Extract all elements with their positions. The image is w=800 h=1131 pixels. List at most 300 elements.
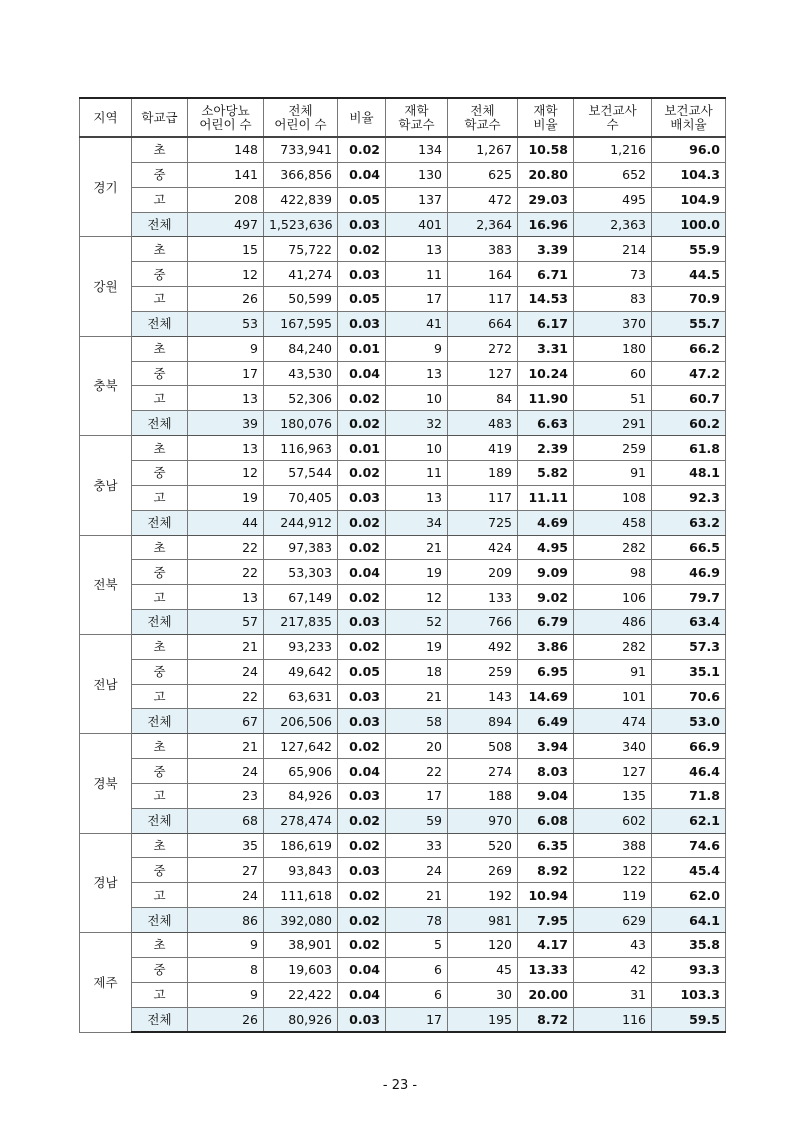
value-cell: 100.0 (652, 212, 726, 237)
value-cell: 278,474 (264, 808, 338, 833)
table-row (80, 783, 726, 808)
value-cell: 0.02 (338, 808, 386, 833)
value-cell: 3.94 (518, 734, 574, 759)
region-cell: 경기 (80, 137, 132, 237)
value-cell: 3.31 (518, 336, 574, 361)
statistics-table (79, 97, 726, 1033)
value-cell: 58 (386, 709, 448, 734)
value-cell: 51 (574, 386, 652, 411)
value-cell: 106 (574, 585, 652, 610)
value-cell: 148 (188, 137, 264, 162)
value-cell: 259 (448, 659, 518, 684)
value-cell: 12 (188, 460, 264, 485)
value-cell: 14.69 (518, 684, 574, 709)
table-row (80, 634, 726, 659)
value-cell: 21 (386, 883, 448, 908)
value-cell: 189 (448, 460, 518, 485)
table-row (80, 957, 726, 982)
value-cell: 0.03 (338, 212, 386, 237)
region-cell: 충남 (80, 436, 132, 535)
value-cell: 733,941 (264, 137, 338, 162)
value-cell: 67,149 (264, 585, 338, 610)
value-cell: 629 (574, 908, 652, 933)
school-level-cell: 초 (132, 833, 188, 858)
value-cell: 0.03 (338, 709, 386, 734)
value-cell: 0.02 (338, 908, 386, 933)
value-cell: 21 (386, 684, 448, 709)
value-cell: 2.39 (518, 436, 574, 461)
value-cell: 19,603 (264, 957, 338, 982)
value-cell: 424 (448, 535, 518, 560)
value-cell: 244,912 (264, 510, 338, 535)
value-cell: 0.03 (338, 783, 386, 808)
value-cell: 63,631 (264, 684, 338, 709)
value-cell: 41 (386, 311, 448, 336)
column-header: 재학 학교수 (386, 98, 448, 137)
value-cell: 24 (188, 759, 264, 784)
school-level-cell: 초 (132, 436, 188, 461)
value-cell: 401 (386, 212, 448, 237)
table-row (80, 411, 726, 436)
value-cell: 259 (574, 436, 652, 461)
school-level-cell: 고 (132, 287, 188, 312)
value-cell: 17 (386, 783, 448, 808)
value-cell: 11.11 (518, 485, 574, 510)
value-cell: 282 (574, 634, 652, 659)
value-cell: 62.0 (652, 883, 726, 908)
value-cell: 39 (188, 411, 264, 436)
value-cell: 0.03 (338, 262, 386, 287)
value-cell: 53.0 (652, 709, 726, 734)
value-cell: 17 (188, 361, 264, 386)
value-cell: 3.86 (518, 634, 574, 659)
value-cell: 43,530 (264, 361, 338, 386)
table-row (80, 684, 726, 709)
value-cell: 14.53 (518, 287, 574, 312)
value-cell: 75,722 (264, 237, 338, 262)
value-cell: 119 (574, 883, 652, 908)
value-cell: 7.95 (518, 908, 574, 933)
table-row (80, 137, 726, 162)
value-cell: 894 (448, 709, 518, 734)
value-cell: 57,544 (264, 460, 338, 485)
value-cell: 111,618 (264, 883, 338, 908)
table-row (80, 908, 726, 933)
value-cell: 0.03 (338, 610, 386, 635)
table-row (80, 436, 726, 461)
school-level-cell: 중 (132, 659, 188, 684)
school-level-cell: 고 (132, 684, 188, 709)
column-header: 보건교사 배치율 (652, 98, 726, 137)
value-cell: 122 (574, 858, 652, 883)
table-row (80, 759, 726, 784)
value-cell: 2,363 (574, 212, 652, 237)
table-row (80, 287, 726, 312)
value-cell: 26 (188, 1007, 264, 1032)
value-cell: 35 (188, 833, 264, 858)
value-cell: 26 (188, 287, 264, 312)
value-cell: 9.04 (518, 783, 574, 808)
value-cell: 120 (448, 933, 518, 958)
value-cell: 83 (574, 287, 652, 312)
value-cell: 9 (386, 336, 448, 361)
value-cell: 4.69 (518, 510, 574, 535)
value-cell: 59.5 (652, 1007, 726, 1032)
value-cell: 12 (188, 262, 264, 287)
value-cell: 274 (448, 759, 518, 784)
value-cell: 53 (188, 311, 264, 336)
school-level-cell: 초 (132, 137, 188, 162)
value-cell: 46.9 (652, 560, 726, 585)
value-cell: 101 (574, 684, 652, 709)
value-cell: 70.9 (652, 287, 726, 312)
table-row (80, 883, 726, 908)
school-level-cell: 전체 (132, 908, 188, 933)
school-level-cell: 전체 (132, 311, 188, 336)
value-cell: 0.04 (338, 361, 386, 386)
value-cell: 91 (574, 659, 652, 684)
value-cell: 6 (386, 982, 448, 1007)
value-cell: 474 (574, 709, 652, 734)
value-cell: 0.02 (338, 510, 386, 535)
table-row (80, 833, 726, 858)
value-cell: 209 (448, 560, 518, 585)
table-row (80, 311, 726, 336)
value-cell: 41,274 (264, 262, 338, 287)
value-cell: 6.49 (518, 709, 574, 734)
value-cell: 15 (188, 237, 264, 262)
school-level-cell: 고 (132, 982, 188, 1007)
value-cell: 188 (448, 783, 518, 808)
value-cell: 53,303 (264, 560, 338, 585)
value-cell: 24 (188, 659, 264, 684)
value-cell: 78 (386, 908, 448, 933)
school-level-cell: 전체 (132, 709, 188, 734)
value-cell: 217,835 (264, 610, 338, 635)
value-cell: 42 (574, 957, 652, 982)
school-level-cell: 초 (132, 535, 188, 560)
value-cell: 0.03 (338, 485, 386, 510)
table-row (80, 734, 726, 759)
value-cell: 60.7 (652, 386, 726, 411)
column-header: 전체 학교수 (448, 98, 518, 137)
value-cell: 19 (386, 560, 448, 585)
value-cell: 91 (574, 460, 652, 485)
school-level-cell: 초 (132, 336, 188, 361)
value-cell: 134 (386, 137, 448, 162)
table-row (80, 1007, 726, 1032)
value-cell: 60.2 (652, 411, 726, 436)
value-cell: 5.82 (518, 460, 574, 485)
value-cell: 20.00 (518, 982, 574, 1007)
value-cell: 6.63 (518, 411, 574, 436)
table-row (80, 361, 726, 386)
value-cell: 8.92 (518, 858, 574, 883)
value-cell: 625 (448, 162, 518, 187)
value-cell: 5 (386, 933, 448, 958)
value-cell: 84 (448, 386, 518, 411)
region-cell: 전남 (80, 634, 132, 733)
value-cell: 66.9 (652, 734, 726, 759)
value-cell: 497 (188, 212, 264, 237)
value-cell: 4.17 (518, 933, 574, 958)
value-cell: 0.01 (338, 336, 386, 361)
value-cell: 180,076 (264, 411, 338, 436)
value-cell: 84,926 (264, 783, 338, 808)
value-cell: 104.3 (652, 162, 726, 187)
value-cell: 664 (448, 311, 518, 336)
table-row (80, 535, 726, 560)
region-cell: 제주 (80, 933, 132, 1033)
value-cell: 10.58 (518, 137, 574, 162)
value-cell: 22 (188, 560, 264, 585)
value-cell: 29.03 (518, 187, 574, 212)
table-row (80, 460, 726, 485)
region-cell: 충북 (80, 336, 132, 435)
value-cell: 103.3 (652, 982, 726, 1007)
value-cell: 44 (188, 510, 264, 535)
value-cell: 164 (448, 262, 518, 287)
value-cell: 0.05 (338, 187, 386, 212)
value-cell: 133 (448, 585, 518, 610)
value-cell: 93,843 (264, 858, 338, 883)
table-row (80, 212, 726, 237)
value-cell: 135 (574, 783, 652, 808)
value-cell: 1,523,636 (264, 212, 338, 237)
value-cell: 60 (574, 361, 652, 386)
value-cell: 6.35 (518, 833, 574, 858)
school-level-cell: 중 (132, 460, 188, 485)
value-cell: 48.1 (652, 460, 726, 485)
value-cell: 57 (188, 610, 264, 635)
value-cell: 13 (386, 485, 448, 510)
value-cell: 206,506 (264, 709, 338, 734)
table-row (80, 187, 726, 212)
value-cell: 117 (448, 485, 518, 510)
value-cell: 71.8 (652, 783, 726, 808)
value-cell: 0.02 (338, 933, 386, 958)
page-number: - 23 - (382, 1078, 418, 1093)
value-cell: 27 (188, 858, 264, 883)
column-header: 학교급 (132, 98, 188, 137)
school-level-cell: 전체 (132, 510, 188, 535)
value-cell: 0.04 (338, 162, 386, 187)
table-row (80, 262, 726, 287)
column-header: 소아당뇨 어린이 수 (188, 98, 264, 137)
value-cell: 130 (386, 162, 448, 187)
value-cell: 0.03 (338, 1007, 386, 1032)
table-row (80, 386, 726, 411)
value-cell: 70,405 (264, 485, 338, 510)
value-cell: 186,619 (264, 833, 338, 858)
region-cell: 경북 (80, 734, 132, 833)
value-cell: 9 (188, 336, 264, 361)
table-row (80, 585, 726, 610)
value-cell: 195 (448, 1007, 518, 1032)
school-level-cell: 고 (132, 386, 188, 411)
value-cell: 22 (386, 759, 448, 784)
value-cell: 0.02 (338, 585, 386, 610)
value-cell: 62.1 (652, 808, 726, 833)
value-cell: 0.05 (338, 659, 386, 684)
value-cell: 12 (386, 585, 448, 610)
value-cell: 52,306 (264, 386, 338, 411)
value-cell: 43 (574, 933, 652, 958)
value-cell: 22,422 (264, 982, 338, 1007)
value-cell: 137 (386, 187, 448, 212)
value-cell: 31 (574, 982, 652, 1007)
value-cell: 32 (386, 411, 448, 436)
value-cell: 47.2 (652, 361, 726, 386)
value-cell: 49,642 (264, 659, 338, 684)
value-cell: 20.80 (518, 162, 574, 187)
value-cell: 0.03 (338, 858, 386, 883)
value-cell: 46.4 (652, 759, 726, 784)
table-row (80, 982, 726, 1007)
value-cell: 116,963 (264, 436, 338, 461)
value-cell: 1,267 (448, 137, 518, 162)
value-cell: 269 (448, 858, 518, 883)
value-cell: 117 (448, 287, 518, 312)
header-row (80, 98, 726, 137)
value-cell: 19 (188, 485, 264, 510)
value-cell: 383 (448, 237, 518, 262)
region-cell: 경남 (80, 833, 132, 932)
value-cell: 725 (448, 510, 518, 535)
value-cell: 508 (448, 734, 518, 759)
value-cell: 11 (386, 262, 448, 287)
school-level-cell: 고 (132, 883, 188, 908)
value-cell: 24 (386, 858, 448, 883)
table-row (80, 610, 726, 635)
value-cell: 192 (448, 883, 518, 908)
value-cell: 127,642 (264, 734, 338, 759)
value-cell: 73 (574, 262, 652, 287)
value-cell: 272 (448, 336, 518, 361)
school-level-cell: 초 (132, 734, 188, 759)
value-cell: 79.7 (652, 585, 726, 610)
column-header: 전체 어린이 수 (264, 98, 338, 137)
value-cell: 10 (386, 386, 448, 411)
value-cell: 8 (188, 957, 264, 982)
table-row (80, 858, 726, 883)
value-cell: 0.03 (338, 311, 386, 336)
value-cell: 30 (448, 982, 518, 1007)
school-level-cell: 전체 (132, 808, 188, 833)
value-cell: 0.04 (338, 982, 386, 1007)
value-cell: 22 (188, 684, 264, 709)
value-cell: 13 (188, 386, 264, 411)
school-level-cell: 중 (132, 162, 188, 187)
value-cell: 495 (574, 187, 652, 212)
value-cell: 366,856 (264, 162, 338, 187)
value-cell: 50,599 (264, 287, 338, 312)
value-cell: 13 (188, 585, 264, 610)
value-cell: 0.02 (338, 137, 386, 162)
value-cell: 291 (574, 411, 652, 436)
value-cell: 55.7 (652, 311, 726, 336)
value-cell: 6.79 (518, 610, 574, 635)
value-cell: 59 (386, 808, 448, 833)
value-cell: 61.8 (652, 436, 726, 461)
school-level-cell: 초 (132, 634, 188, 659)
value-cell: 652 (574, 162, 652, 187)
table-body (80, 137, 726, 1032)
value-cell: 63.2 (652, 510, 726, 535)
school-level-cell: 전체 (132, 610, 188, 635)
value-cell: 419 (448, 436, 518, 461)
value-cell: 340 (574, 734, 652, 759)
school-level-cell: 중 (132, 560, 188, 585)
table-row (80, 162, 726, 187)
value-cell: 0.03 (338, 684, 386, 709)
value-cell: 422,839 (264, 187, 338, 212)
value-cell: 483 (448, 411, 518, 436)
value-cell: 6.95 (518, 659, 574, 684)
school-level-cell: 고 (132, 485, 188, 510)
region-cell: 전북 (80, 535, 132, 634)
value-cell: 214 (574, 237, 652, 262)
value-cell: 141 (188, 162, 264, 187)
value-cell: 8.03 (518, 759, 574, 784)
value-cell: 208 (188, 187, 264, 212)
table-row (80, 336, 726, 361)
value-cell: 13 (386, 361, 448, 386)
value-cell: 13 (386, 237, 448, 262)
school-level-cell: 중 (132, 858, 188, 883)
value-cell: 22 (188, 535, 264, 560)
value-cell: 93.3 (652, 957, 726, 982)
value-cell: 4.95 (518, 535, 574, 560)
value-cell: 19 (386, 634, 448, 659)
region-cell: 강원 (80, 237, 132, 336)
value-cell: 970 (448, 808, 518, 833)
value-cell: 10.24 (518, 361, 574, 386)
value-cell: 45.4 (652, 858, 726, 883)
table-row (80, 485, 726, 510)
value-cell: 0.04 (338, 759, 386, 784)
value-cell: 17 (386, 1007, 448, 1032)
value-cell: 93,233 (264, 634, 338, 659)
value-cell: 16.96 (518, 212, 574, 237)
school-level-cell: 전체 (132, 411, 188, 436)
value-cell: 0.04 (338, 560, 386, 585)
value-cell: 35.1 (652, 659, 726, 684)
value-cell: 68 (188, 808, 264, 833)
value-cell: 143 (448, 684, 518, 709)
school-level-cell: 중 (132, 361, 188, 386)
value-cell: 96.0 (652, 137, 726, 162)
value-cell: 392,080 (264, 908, 338, 933)
value-cell: 9 (188, 933, 264, 958)
value-cell: 282 (574, 535, 652, 560)
value-cell: 66.5 (652, 535, 726, 560)
school-level-cell: 초 (132, 237, 188, 262)
value-cell: 602 (574, 808, 652, 833)
value-cell: 11 (386, 460, 448, 485)
column-header: 지역 (80, 98, 132, 137)
value-cell: 11.90 (518, 386, 574, 411)
value-cell: 0.02 (338, 460, 386, 485)
value-cell: 472 (448, 187, 518, 212)
value-cell: 74.6 (652, 833, 726, 858)
value-cell: 2,364 (448, 212, 518, 237)
school-level-cell: 전체 (132, 212, 188, 237)
value-cell: 127 (448, 361, 518, 386)
column-header: 비율 (338, 98, 386, 137)
value-cell: 9 (188, 982, 264, 1007)
table-row (80, 237, 726, 262)
